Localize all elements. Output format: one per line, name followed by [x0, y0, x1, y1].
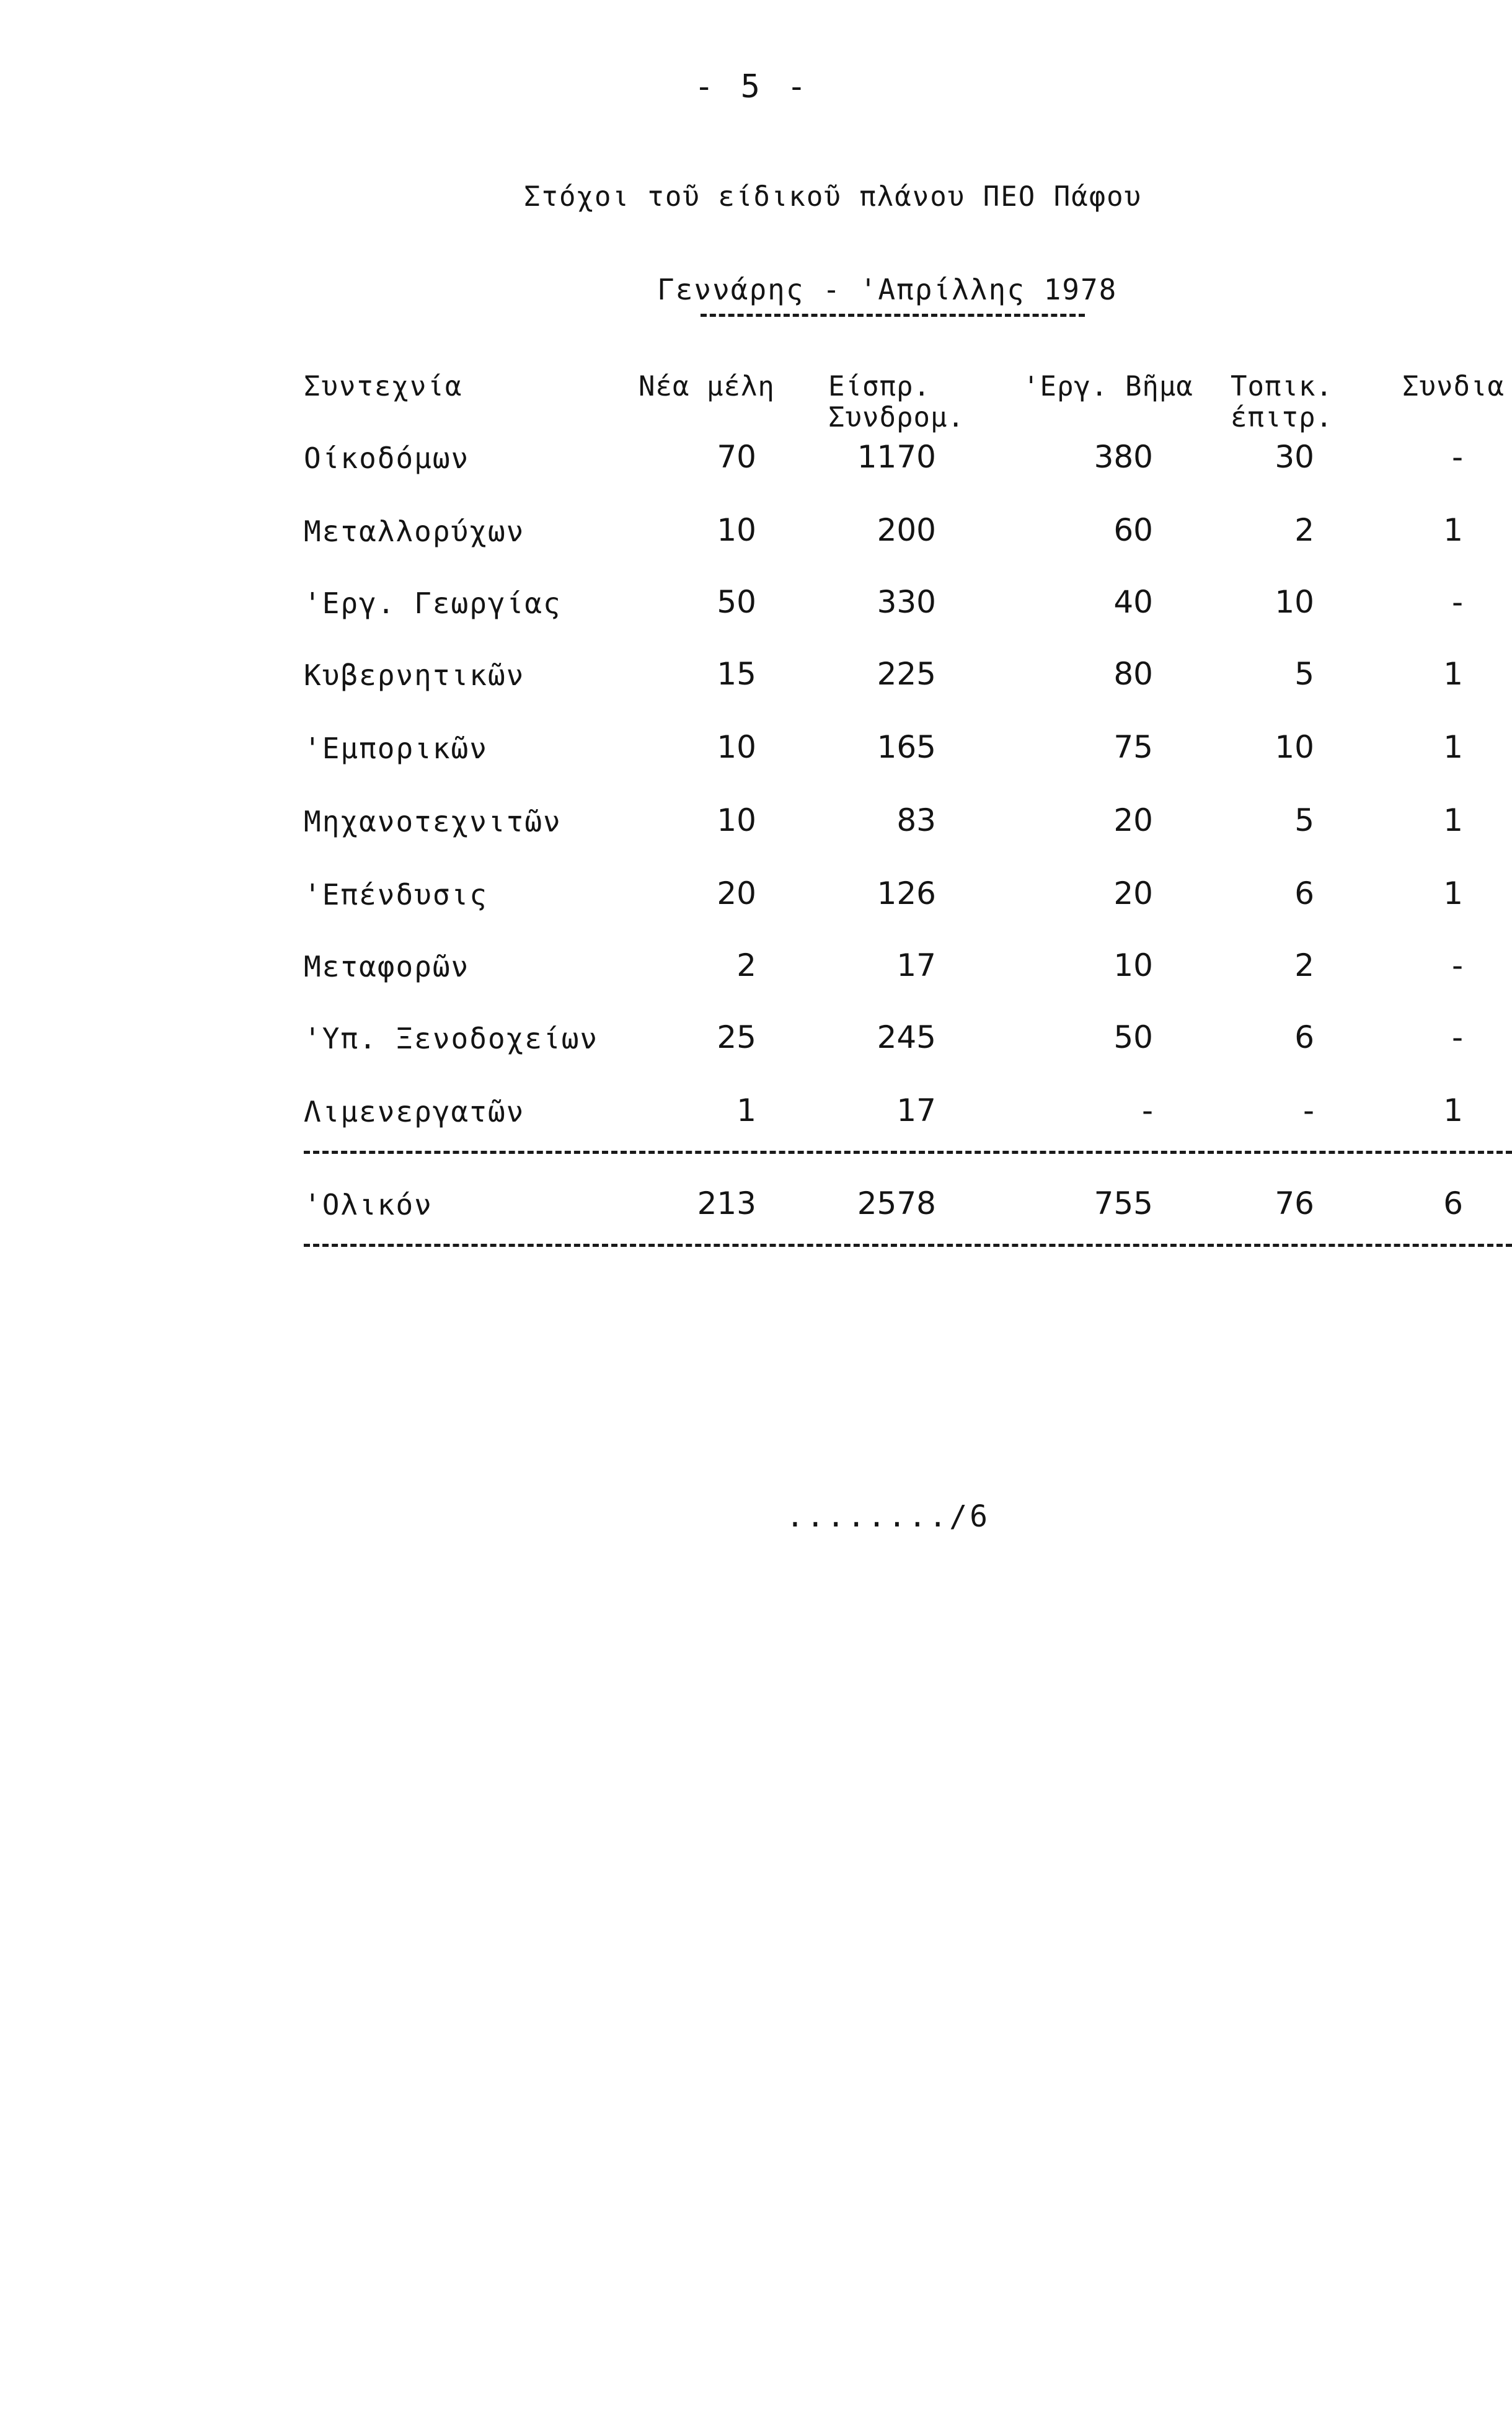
cell-collections: 1170 — [857, 439, 936, 475]
cell-last: - — [1451, 947, 1463, 983]
cell-last: - — [1451, 439, 1463, 475]
cell-collections: 225 — [877, 656, 936, 692]
row-label: Οίκοδόμων — [304, 441, 470, 475]
cell-last: 1 — [1443, 1092, 1463, 1128]
cell-ergatiko-vima: 80 — [1113, 656, 1153, 692]
cell-ergatiko-vima: 10 — [1113, 947, 1153, 983]
cell-local-committees: 10 — [1275, 729, 1314, 765]
subtitle-underline — [701, 314, 1085, 317]
column-header-local-committees: Τοπικ. — [1231, 371, 1333, 402]
cell-local-committees: 2 — [1294, 512, 1314, 548]
cell-ergatiko-vima: - — [1141, 1092, 1153, 1128]
cell-new-members: 25 — [717, 1019, 756, 1055]
row-label: Λιμενεργατῶν — [304, 1095, 525, 1128]
cell-local-committees: 10 — [1275, 584, 1314, 620]
row-label: 'Εργ. Γεωργίας — [304, 587, 562, 620]
cell-new-members: 10 — [717, 512, 756, 548]
cell-collections: 330 — [877, 584, 936, 620]
row-label: Μηχανοτεχνιτῶν — [304, 805, 562, 838]
total-local-committees: 76 — [1275, 1185, 1314, 1221]
total-collections: 2578 — [857, 1185, 936, 1221]
cell-collections: 83 — [896, 802, 936, 838]
cell-ergatiko-vima: 20 — [1113, 875, 1153, 911]
cell-ergatiko-vima: 40 — [1113, 584, 1153, 620]
row-label: Κυβερνητικῶν — [304, 658, 525, 692]
column-header-union: Συντεχνία — [304, 371, 463, 402]
cell-new-members: 1 — [736, 1092, 756, 1128]
table-bottom-rule — [304, 1244, 1512, 1247]
cell-new-members: 10 — [717, 802, 756, 838]
total-ergatiko-vima: 755 — [1094, 1185, 1153, 1221]
cell-collections: 17 — [896, 947, 936, 983]
row-label: 'Εμπορικῶν — [304, 732, 488, 765]
page-number: - 5 - — [694, 68, 810, 105]
cell-collections: 200 — [877, 512, 936, 548]
cell-last: 1 — [1443, 512, 1463, 548]
column-header-ergatiko-vima: 'Εργ. Βῆμα — [1023, 371, 1193, 402]
cell-collections: 17 — [896, 1092, 936, 1128]
cell-ergatiko-vima: 50 — [1113, 1019, 1153, 1055]
cell-ergatiko-vima: 380 — [1094, 439, 1153, 475]
column-header-union-col: Συνδια — [1402, 371, 1505, 402]
cell-local-committees: 5 — [1294, 802, 1314, 838]
cell-local-committees: 6 — [1294, 875, 1314, 911]
total-separator-rule — [304, 1151, 1512, 1154]
row-label: Μεταφορῶν — [304, 950, 470, 983]
cell-local-committees: 5 — [1294, 656, 1314, 692]
cell-local-committees: 6 — [1294, 1019, 1314, 1055]
row-label: 'Επένδυσις — [304, 878, 488, 911]
cell-new-members: 50 — [717, 584, 756, 620]
cell-ergatiko-vima: 60 — [1113, 512, 1153, 548]
cell-new-members: 15 — [717, 656, 756, 692]
total-new-members: 213 — [697, 1185, 756, 1221]
cell-collections: 126 — [877, 875, 936, 911]
cell-ergatiko-vima: 75 — [1113, 729, 1153, 765]
total-last: 6 — [1443, 1185, 1463, 1221]
cell-local-committees: 2 — [1294, 947, 1314, 983]
cell-last: 1 — [1443, 656, 1463, 692]
continuation-page-ref: ......../6 — [786, 1499, 990, 1534]
cell-local-committees: - — [1302, 1092, 1314, 1128]
row-label: Μεταλλορύχων — [304, 515, 525, 548]
period-subtitle: Γεννάρης - 'Απρίλλης 1978 — [657, 273, 1118, 306]
column-header-collections: Είσπρ. — [828, 371, 931, 402]
cell-last: - — [1451, 1019, 1463, 1055]
cell-collections: 245 — [877, 1019, 936, 1055]
cell-new-members: 70 — [717, 439, 756, 475]
column-header-new-members: Νέα μέλη — [639, 371, 775, 402]
cell-local-committees: 30 — [1275, 439, 1314, 475]
column-header-local-committees-line2: έπιτρ. — [1231, 402, 1333, 433]
cell-last: 1 — [1443, 875, 1463, 911]
cell-last: 1 — [1443, 802, 1463, 838]
cell-last: - — [1451, 584, 1463, 620]
total-label: 'Ολικόν — [304, 1188, 433, 1221]
document-title: Στόχοι τοῦ είδικοῦ πλάνου ΠΕΟ Πάφου — [524, 181, 1143, 213]
cell-new-members: 20 — [717, 875, 756, 911]
cell-ergatiko-vima: 20 — [1113, 802, 1153, 838]
row-label: 'Υπ. Ξενοδοχείων — [304, 1022, 599, 1055]
cell-last: 1 — [1443, 729, 1463, 765]
cell-collections: 165 — [877, 729, 936, 765]
column-header-collections-line2: Συνδρομ. — [828, 402, 965, 433]
cell-new-members: 10 — [717, 729, 756, 765]
cell-new-members: 2 — [736, 947, 756, 983]
